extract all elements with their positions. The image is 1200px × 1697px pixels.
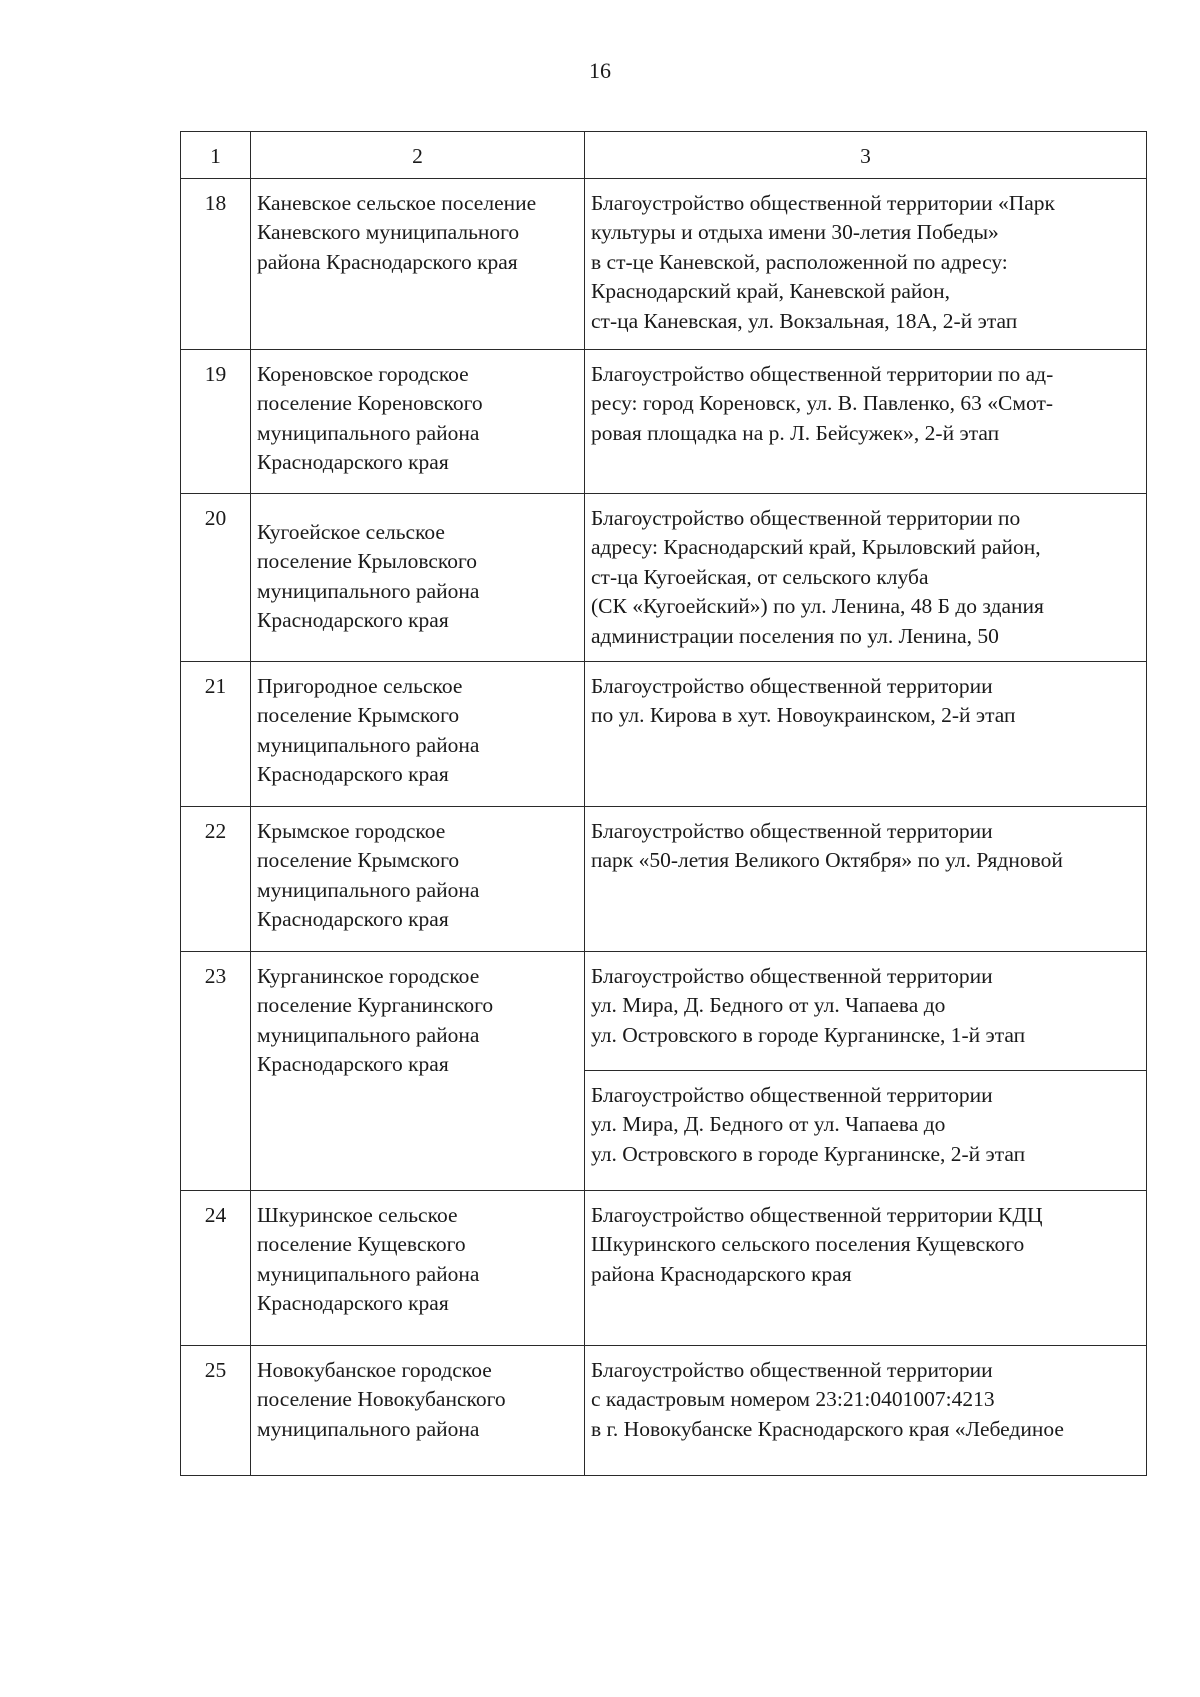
table-header-row <box>181 132 1147 179</box>
settlement-name: Крымское городское поселение Крымского муниципального района Краснодарского края <box>251 806 585 951</box>
table-row <box>181 661 1147 806</box>
table-row <box>181 493 1147 661</box>
row-number: 21 <box>181 661 251 806</box>
column-header-3: 3 <box>585 132 1147 179</box>
project-description: Благоустройство общественной территории с кадастровым номером 23:21:0401007:4213 в г. Новокубанске Краснодарского края «Лебединое <box>585 1345 1147 1475</box>
project-description: Благоустройство общественной территории ул. Мира, Д. Бедного от ул. Чапаева до ул. Островского в городе Курганинске, 2-й этап <box>585 1070 1147 1190</box>
settlement-name: Каневское сельское поселение Каневского муниципального района Краснодарского края <box>251 178 585 349</box>
settlement-name: Курганинское городское поселение Курганинского муниципального района Краснодарского края <box>251 951 585 1190</box>
project-description: Благоустройство общественной территории ул. Мира, Д. Бедного от ул. Чапаева до ул. Островского в городе Курганинске, 1-й этап <box>585 951 1147 1070</box>
project-description: Благоустройство общественной территории «Парк культуры и отдыха имени 30-летия Победы» в ст-це Каневской, расположенной по адресу: Краснодарский край, Каневской район, ст-ца Каневская, ул. Вокзальная, 18А, 2-й этап <box>585 178 1147 349</box>
project-description: Благоустройство общественной территории по адресу: Краснодарский край, Крыловский район, ст-ца Кугоейская, от сельского клуба (СК «Кугоейский») по ул. Ленина, 48 Б до здания администрации поселения по ул. Ленина, 50 <box>585 493 1147 661</box>
row-number: 18 <box>181 178 251 349</box>
column-header-2: 2 <box>251 132 585 179</box>
row-number: 25 <box>181 1345 251 1475</box>
table-row <box>181 1345 1147 1475</box>
settlement-name: Шкуринское сельское поселение Кущевского муниципального района Краснодарского края <box>251 1190 585 1345</box>
row-number: 23 <box>181 951 251 1190</box>
settlement-name: Новокубанское городское поселение Новокубанского муниципального района <box>251 1345 585 1475</box>
row-number: 19 <box>181 349 251 493</box>
page-number: 16 <box>589 58 611 83</box>
row-number: 20 <box>181 493 251 661</box>
settlements-table <box>180 131 1147 1476</box>
project-description: Благоустройство общественной территории парк «50-летия Великого Октября» по ул. Рядновой <box>585 806 1147 951</box>
settlement-name: Пригородное сельское поселение Крымского муниципального района Краснодарского края <box>251 661 585 806</box>
table-row <box>181 349 1147 493</box>
table-row <box>181 1190 1147 1345</box>
project-description: Благоустройство общественной территории по ул. Кирова в хут. Новоукраинском, 2-й этап <box>585 661 1147 806</box>
table-row <box>181 178 1147 349</box>
table-row <box>181 951 1147 1070</box>
row-number: 24 <box>181 1190 251 1345</box>
project-description: Благоустройство общественной территории по ад- ресу: город Кореновск, ул. В. Павленко, 63 «Смот- ровая площадка на р. Л. Бейсужек», 2-й этап <box>585 349 1147 493</box>
project-description: Благоустройство общественной территории КДЦ Шкуринского сельского поселения Кущевского района Краснодарского края <box>585 1190 1147 1345</box>
settlement-name: Кореновское городское поселение Кореновского муниципального района Краснодарского края <box>251 349 585 493</box>
column-header-1: 1 <box>181 132 251 179</box>
settlement-name: Кугоейское сельское поселение Крыловского муниципального района Краснодарского края <box>251 493 585 661</box>
table-row <box>181 806 1147 951</box>
row-number: 22 <box>181 806 251 951</box>
